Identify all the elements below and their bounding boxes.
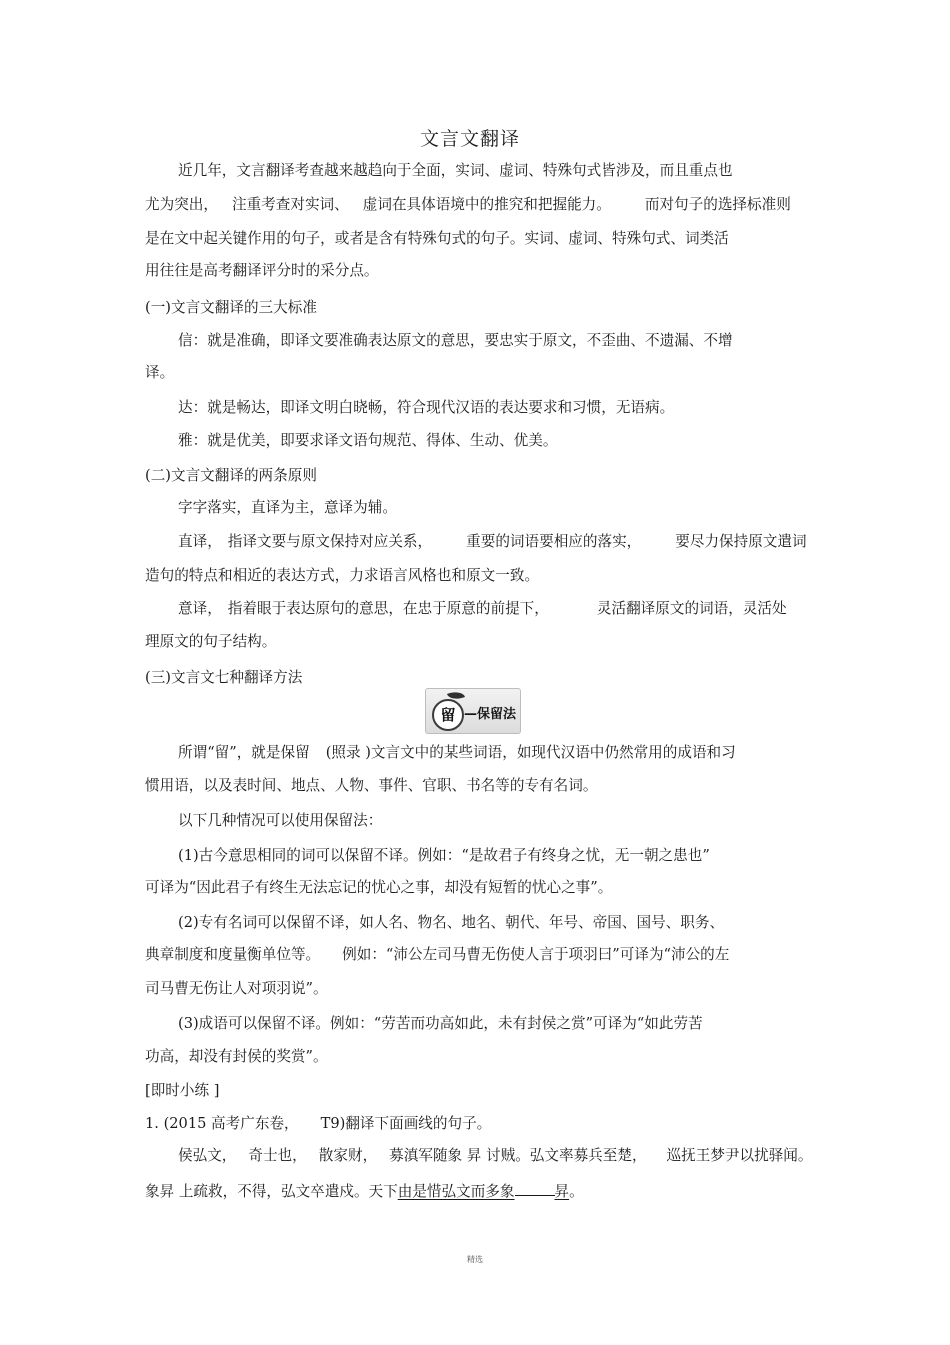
passage-l1-d: 募滇军随象 昇 讨贼。弘文率募兵至楚， xyxy=(389,1147,647,1164)
intro-line-2-d: 而对句子的选择标准则 xyxy=(644,196,791,213)
intro-line-1: 近几年，文言翻译考查越来越趋向于全面，实词、虚词、特殊句式皆涉及，而且重点也 xyxy=(178,162,733,179)
passage-l1-b: 奇士也， xyxy=(248,1147,307,1164)
retain-def-line-1 xyxy=(178,743,736,763)
yiyi-line-1 xyxy=(178,599,787,619)
section-2-heading: (二)文言文翻译的两条原则 xyxy=(145,467,317,484)
intro-line-2-b: 注重考查对实词、 xyxy=(231,196,349,213)
intro-line-2 xyxy=(145,195,791,215)
section-3-heading: (三)文言文七种翻译方法 xyxy=(145,669,303,686)
zhiyi-a: 直译， xyxy=(178,533,222,550)
retain-cases-intro: 以下几种情况可以使用保留法： xyxy=(178,812,383,829)
zhiyi-b: 指译文要与原文保持对应关系， xyxy=(227,533,433,550)
question-1-b: T9)翻译下面画线的句子。 xyxy=(320,1115,492,1132)
case-2-line-2-b: 例如：“沛公左司马曹无伤使人言于项羽曰”可译为“沛公的左 xyxy=(342,946,730,963)
section-1-heading: (一)文言文翻译的三大标准 xyxy=(145,299,317,316)
page-title: 文言文翻译 xyxy=(419,128,520,150)
da-line: 达：就是畅达，即译文明白晓畅，符合现代汉语的表达要求和习惯，无语病。 xyxy=(178,399,675,416)
case-1-line-2: 可译为“因此君子有终生无法忘记的忧心之事，却没有短暂的忧心之事”。 xyxy=(145,879,613,896)
yiyi-c: 灵活翻译原文的词语，灵活处 xyxy=(596,600,787,617)
case-1-line-1: (1)古今意思相同的词可以保留不译。例如：“是故君子有终身之忧，无一朝之患也” xyxy=(178,847,710,864)
case-2-line-2-a: 典章制度和度量衡单位等。 xyxy=(145,946,321,963)
passage-line-1 xyxy=(178,1146,813,1166)
passage-l2-end: 。 xyxy=(569,1183,584,1200)
xin-line-2: 译。 xyxy=(145,364,175,381)
retain-def-line-2: 惯用语，以及表时间、地点、人物、事件、官职、书名等的专有名词。 xyxy=(145,777,598,794)
retain-method-badge xyxy=(425,688,521,734)
case-2-line-3: 司马曹无伤让人对项羽说”。 xyxy=(145,980,328,997)
zhiyi-line-2: 造句的特点和相近的表达方式，力求语言风格也和原文一致。 xyxy=(145,567,540,584)
passage-l1-e: 巡抚王梦尹以扰驿闻。 xyxy=(666,1147,813,1164)
passage-l2-a: 象昇 上疏救，不得，弘文卒遣戍。天下 xyxy=(145,1183,398,1200)
underline-gap xyxy=(515,1180,555,1196)
principle-summary: 字字落实，直译为主，意译为辅。 xyxy=(178,499,397,516)
yiyi-a: 意译， xyxy=(178,600,222,617)
retain-def-a: 所谓“留”，就是保留 xyxy=(178,744,310,761)
retain-char-icon: 留 xyxy=(432,699,464,731)
retain-def-b: (照录 )文言文中的某些词语，如现代汉语中仍然常用的成语和习 xyxy=(325,744,736,761)
practice-heading: [即时小练 ] xyxy=(145,1082,220,1099)
footer-mark: 精选 xyxy=(467,1255,483,1264)
yiyi-b: 指着眼于表达原句的意思，在忠于原意的前提下， xyxy=(227,600,549,617)
ya-line: 雅：就是优美，即要求译文语句规范、得体、生动、优美。 xyxy=(178,432,558,449)
zhiyi-line-1 xyxy=(178,532,807,552)
intro-line-4: 用往往是高考翻译评分时的采分点。 xyxy=(145,262,379,279)
zhiyi-d: 要尽力保持原文遣词 xyxy=(675,533,807,550)
underlined-sentence xyxy=(398,1183,569,1200)
yiyi-line-2: 理原文的句子结构。 xyxy=(145,633,277,650)
passage-l1-c: 散家财， xyxy=(318,1147,378,1164)
case-2-line-1: (2)专有名词可以保留不译，如人名、物名、地名、朝代、年号、帝国、国号、职务、 xyxy=(178,914,725,931)
retain-method-label: —保留法 xyxy=(464,707,517,722)
case-2-line-2 xyxy=(145,945,729,965)
intro-line-3: 是在文中起关键作用的句子，或者是含有特殊句式的句子。实词、虚词、特殊句式、词类活 xyxy=(145,230,729,247)
underlined-sentence-b: 昇 xyxy=(554,1183,570,1200)
passage-l1-a: 侯弘文， xyxy=(178,1147,237,1164)
case-3-line-2: 功高，却没有封侯的奖赏”。 xyxy=(145,1048,328,1065)
underlined-sentence-a: 由是惜弘文而多象 xyxy=(397,1183,515,1200)
passage-line-2 xyxy=(145,1180,584,1202)
intro-line-2-c: 虚词在具体语境中的推究和把握能力。 xyxy=(362,196,611,213)
xin-line-1: 信：就是准确，即译文要准确表达原文的意思，要忠实于原文，不歪曲、不遗漏、不增 xyxy=(178,332,733,349)
intro-line-2-a: 尤为突出， xyxy=(145,196,218,213)
question-1-a: 1. (2015 高考广东卷， xyxy=(145,1115,299,1132)
case-3-line-1: (3)成语可以保留不译。例如：“劳苦而功高如此，未有封侯之赏”可译为“如此劳苦 xyxy=(178,1015,703,1032)
zhiyi-c: 重要的词语要相应的落实， xyxy=(466,533,642,550)
question-1-line xyxy=(145,1114,491,1134)
